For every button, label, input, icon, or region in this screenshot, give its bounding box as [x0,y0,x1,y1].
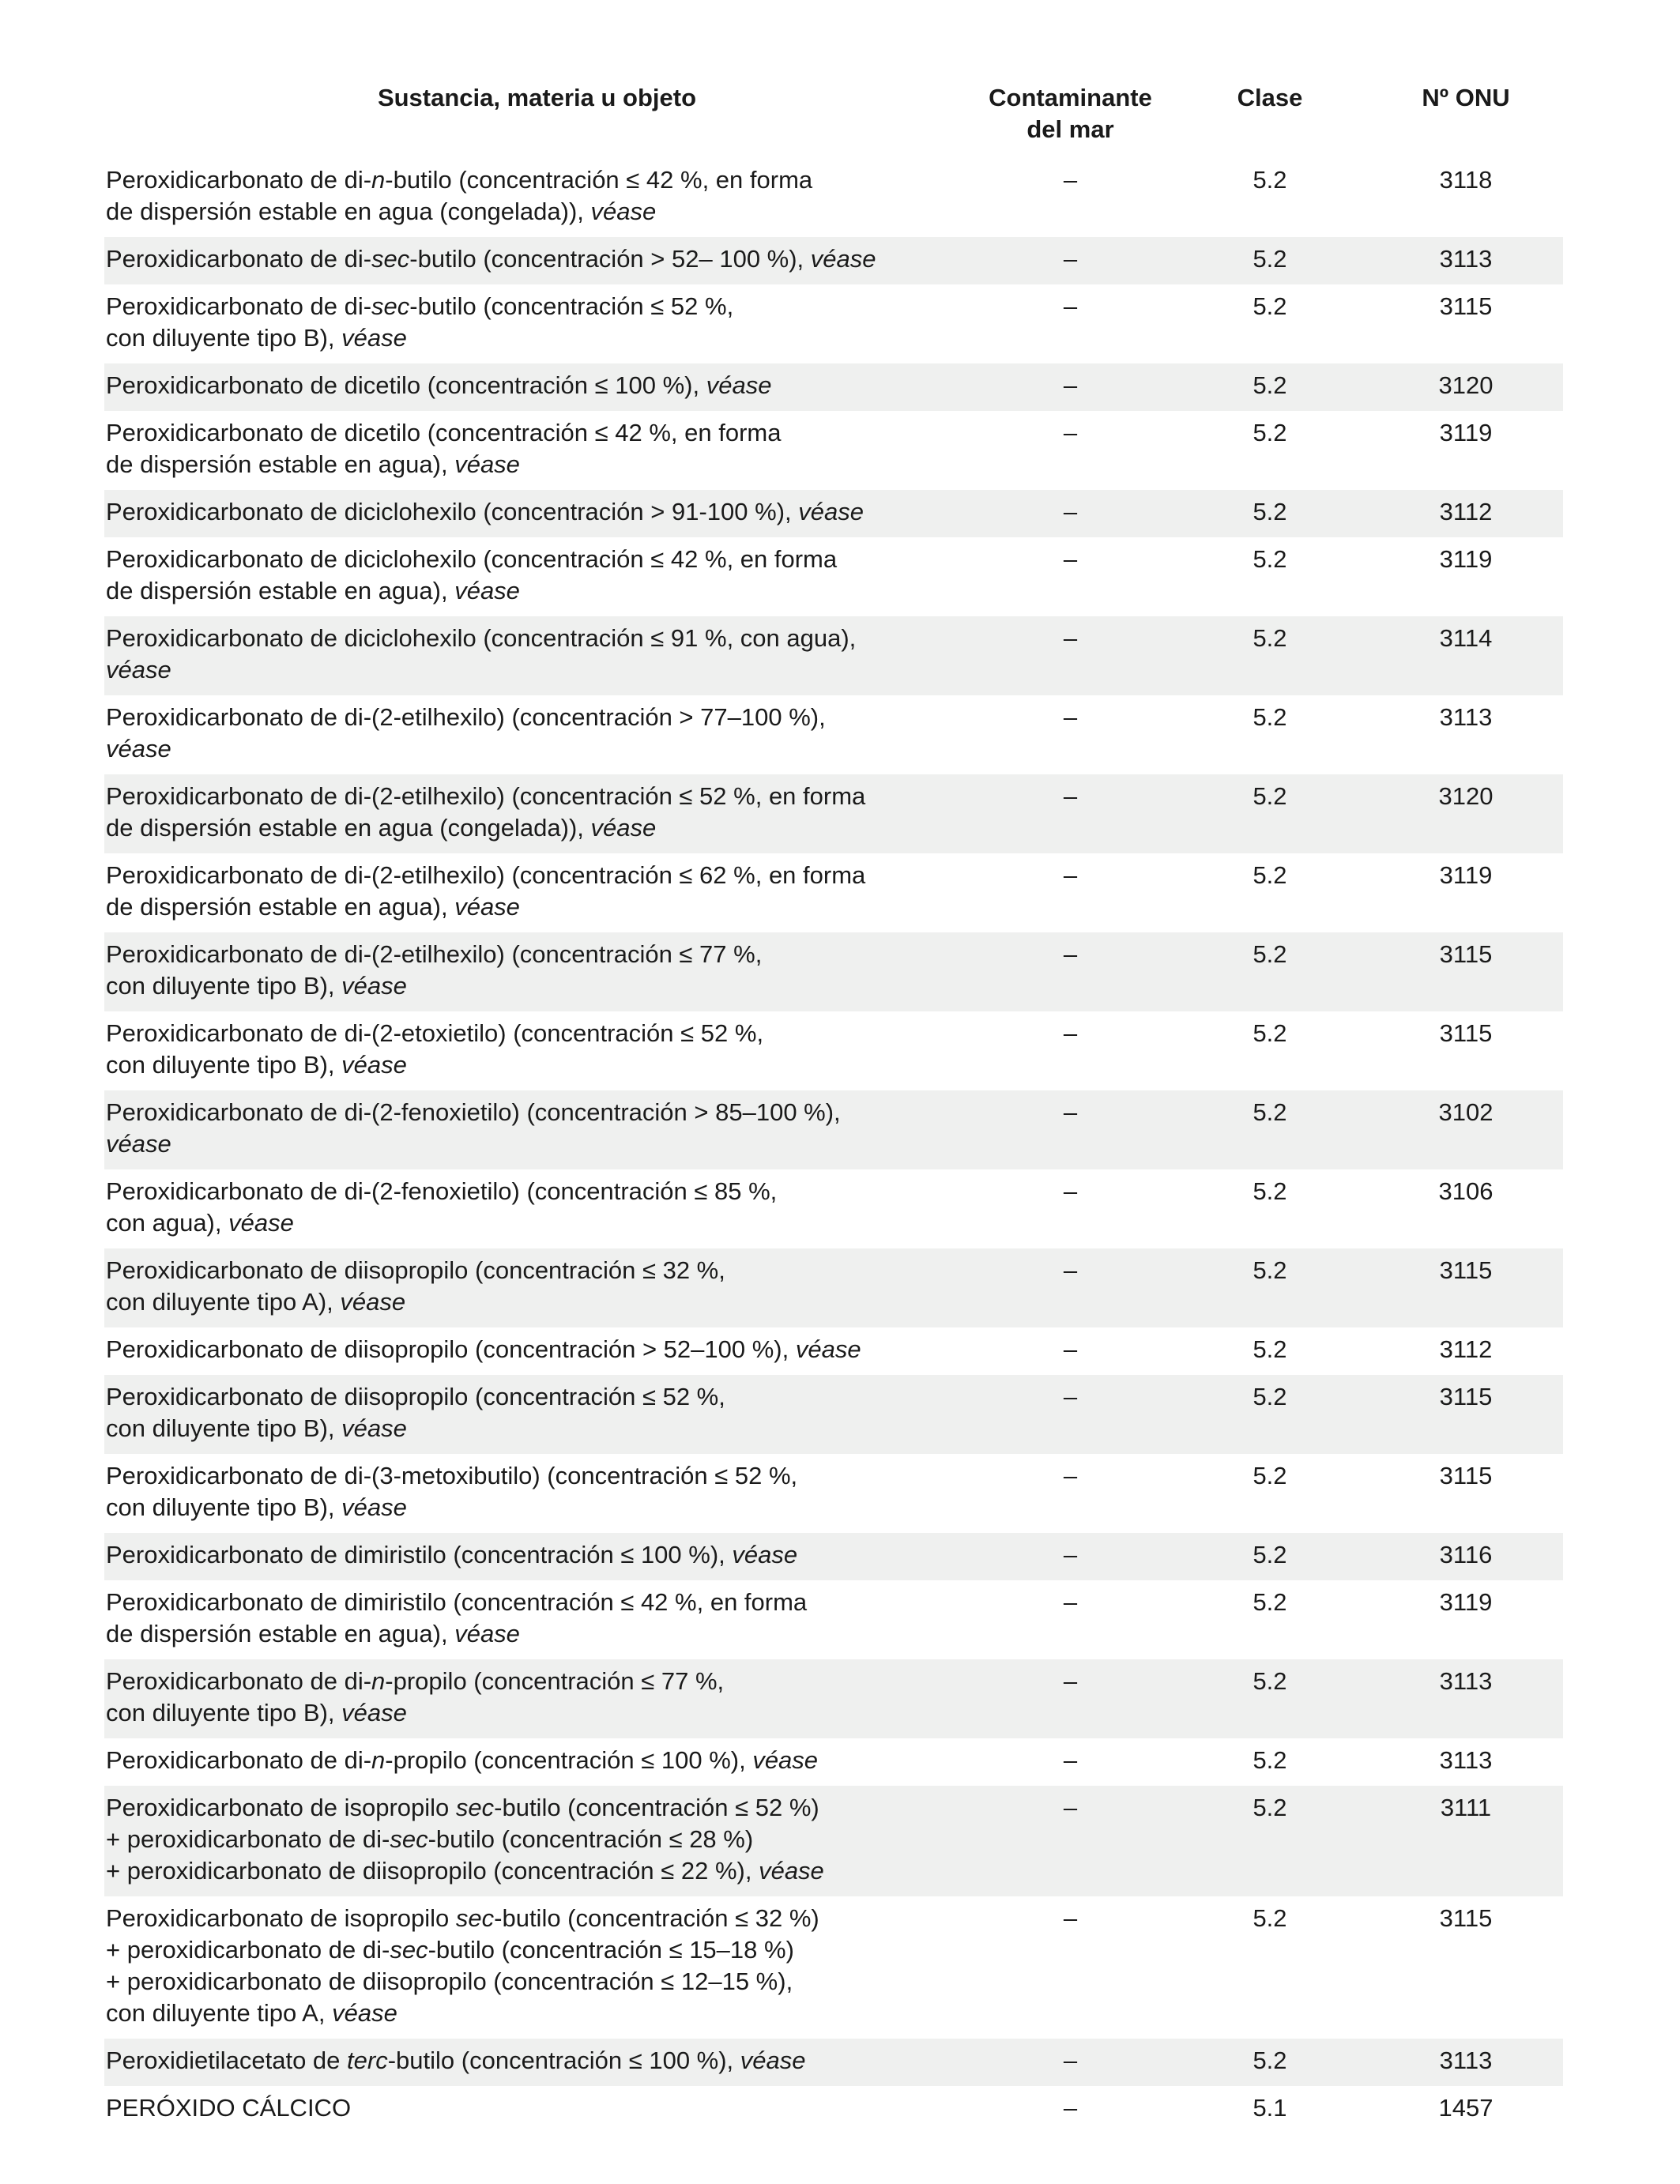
header-un-number: Nº ONU [1422,84,1510,111]
text-segment: Peroxidicarbonato de diciclohexilo (concentración > 91-100 %), [106,498,799,525]
substance-name-line [106,1049,963,1081]
table-row [104,1896,1563,2039]
un-number-cell: 3112 [1439,1335,1493,1363]
class-cell: 5.2 [1171,1659,1369,1738]
substance-name-line [106,891,963,923]
substance-name-line [106,1903,963,1934]
header-marine-pollutant [970,79,1171,158]
italic-text: véase [341,324,407,352]
italic-text: véase [454,1620,520,1647]
italic-text: véase [341,1414,407,1442]
table-row [104,1169,1563,1248]
class-cell: 5.2 [1171,1248,1369,1327]
substance-name-cell [104,537,970,616]
italic-text: sec [390,1936,428,1964]
italic-text: véase [590,814,657,842]
table-row [104,1738,1563,1786]
substance-name-cell [104,158,970,237]
table-row [104,853,1563,932]
un-number-cell: 3114 [1369,616,1563,695]
text-segment: -butilo (concentración ≤ 52 %) [494,1794,819,1821]
marine-pollutant-cell: – [970,1533,1171,1580]
substance-name-line [106,623,963,654]
un-number-cell: 1457 [1438,2094,1494,2122]
text-segment: Peroxidicarbonato de isopropilo [106,1904,456,1932]
substance-name-cell [104,1580,970,1659]
substance-table [104,79,1563,2133]
un-number-cell: 3111 [1369,1786,1563,1896]
table-row [104,1454,1563,1533]
marine-pollutant-cell: – [1063,703,1078,731]
marine-pollutant-cell: – [970,774,1171,853]
text-segment: de dispersión estable en agua), [106,893,455,921]
substance-name-cell [104,363,970,411]
header-class: Clase [1237,84,1303,111]
substance-name-line [106,1334,963,1365]
text-segment: -butilo (concentración ≤ 52 %, [409,292,734,320]
un-number-cell: 3115 [1439,1904,1493,1932]
marine-pollutant-cell: – [1063,1177,1078,1205]
text-segment: con diluyente tipo B), [106,1699,342,1726]
substance-name-line [106,939,963,970]
text-segment: Peroxidicarbonato de diciclohexilo (concentración ≤ 91 %, con agua), [106,624,857,652]
table-row [104,1375,1563,1454]
marine-pollutant-cell: – [970,363,1171,411]
substance-name-line [106,812,963,844]
italic-text: véase [454,577,520,604]
italic-text: véase [341,1493,407,1521]
substance-name-cell [104,932,970,1011]
un-number-cell: 3115 [1369,1375,1563,1454]
substance-name-line [106,575,963,607]
class-cell: 5.2 [1171,616,1369,695]
text-segment: Peroxidicarbonato de dicetilo (concentración ≤ 100 %), [106,371,706,399]
class-cell: 5.2 [1171,1786,1369,1896]
substance-name-line [106,1934,963,1966]
table-row [104,1011,1563,1090]
marine-pollutant-cell: – [970,932,1171,1011]
class-cell: 5.2 [1171,1090,1369,1169]
un-number-cell: 3120 [1369,363,1563,411]
class-cell: 5.2 [1252,861,1287,889]
marine-pollutant-cell: – [1063,545,1078,573]
table-row [104,490,1563,537]
class-cell: 5.2 [1252,1335,1287,1363]
text-segment: Peroxidietilacetato de [106,2047,348,2074]
substance-name-line [106,1176,963,1207]
marine-pollutant-cell: – [970,616,1171,695]
substance-name-line [106,322,963,354]
text-segment: Peroxidicarbonato de dimiristilo (concentración ≤ 100 %), [106,1541,733,1568]
marine-pollutant-cell: – [970,1375,1171,1454]
substance-name-cell [104,490,970,537]
text-segment: PERÓXIDO CÁLCICO [106,2094,352,2122]
un-number-cell: 3115 [1439,1019,1493,1047]
un-number-cell: 3113 [1439,703,1493,731]
text-segment: Peroxidicarbonato de di-(3-metoxibutilo) (concentración ≤ 52 %, [106,1462,798,1489]
marine-pollutant-cell: – [970,490,1171,537]
class-cell: 5.2 [1171,1375,1369,1454]
un-number-cell: 3116 [1369,1533,1563,1580]
marine-pollutant-cell: – [970,1659,1171,1738]
italic-text: véase [341,1699,407,1726]
un-number-cell: 3115 [1439,292,1493,320]
substance-name-cell [104,1533,970,1580]
substance-name-cell [104,1896,970,2039]
marine-pollutant-cell: – [970,1248,1171,1327]
substance-name-cell [104,2039,970,2086]
substance-name-cell [104,237,970,284]
text-segment: + peroxidicarbonato de diisopropilo (concentración ≤ 22 %), [106,1857,759,1885]
italic-text: sec [455,1794,495,1821]
substance-name-line [106,2045,963,2077]
text-segment: con diluyente tipo B), [106,1414,342,1442]
substance-name-cell [104,1169,970,1248]
marine-pollutant-cell: – [1063,1019,1078,1047]
class-cell: 5.2 [1252,292,1287,320]
substance-name-line [106,1128,963,1160]
text-segment: con diluyente tipo B), [106,1051,342,1079]
substance-name-line [106,544,963,575]
text-segment: -butilo (concentración ≤ 32 %) [494,1904,819,1932]
marine-pollutant-cell: – [970,237,1171,284]
class-cell: 5.2 [1171,490,1369,537]
substance-name-line [106,1745,963,1776]
text-segment: + peroxidicarbonato de di- [106,1825,390,1853]
substance-name-cell [104,284,970,363]
table-row [104,2039,1563,2086]
header-substance: Sustancia, materia u objeto [377,84,697,111]
text-segment: de dispersión estable en agua), [106,1620,455,1647]
text-segment: Peroxidicarbonato de di- [106,292,372,320]
substance-name-cell [104,2086,970,2133]
italic-text: n [371,1667,386,1695]
text-segment: de dispersión estable en agua), [106,450,455,478]
text-segment: con diluyente tipo B), [106,1493,342,1521]
text-segment: Peroxidicarbonato de di-(2-etilhexilo) (concentración > 77–100 %), [106,703,826,731]
substance-name-line [106,1381,963,1413]
italic-text: terc [347,2047,388,2074]
italic-text: véase [795,1335,861,1363]
substance-name-line [106,496,963,528]
text-segment: de dispersión estable en agua), [106,577,455,604]
italic-text: n [371,166,386,194]
un-number-cell: 3115 [1439,1462,1493,1489]
italic-text: véase [810,245,876,273]
text-segment: + peroxidicarbonato de diisopropilo (concentración ≤ 12–15 %), [106,1967,793,1995]
substance-name-cell [104,853,970,932]
substance-name-line [106,164,963,196]
substance-name-line [106,196,963,228]
table-row [104,158,1563,237]
class-cell: 5.2 [1252,1462,1287,1489]
substance-name-line [106,417,963,449]
marine-pollutant-cell: – [1063,1746,1078,1774]
un-number-cell: 3106 [1438,1177,1494,1205]
substance-name-line [106,1018,963,1049]
substance-name-line [106,370,963,401]
marine-pollutant-cell: – [970,2039,1171,2086]
substance-name-cell [104,695,970,774]
italic-text: véase [228,1209,294,1237]
italic-text: véase [798,498,864,525]
substance-name-cell [104,411,970,490]
italic-text: véase [706,371,772,399]
italic-text: véase [759,1857,824,1885]
substance-name-line [106,1539,963,1571]
italic-text: n [371,1746,386,1774]
marine-pollutant-cell: – [1063,2094,1078,2122]
text-segment: Peroxidicarbonato de diisopropilo (concentración ≤ 52 %, [106,1383,725,1410]
substance-name-line [106,1824,963,1855]
substance-name-cell [104,1659,970,1738]
marine-pollutant-cell: – [1063,292,1078,320]
un-number-cell: 3115 [1369,1248,1563,1327]
text-segment: -butilo (concentración ≤ 100 %), [387,2047,740,2074]
italic-text: véase [340,1288,406,1316]
table-row [104,411,1563,490]
class-cell: 5.2 [1252,166,1287,194]
italic-text: véase [341,1051,407,1079]
table-row [104,1327,1563,1375]
substance-name-line [106,1666,963,1697]
header-marine-line1: Contaminante [989,84,1152,111]
un-number-cell: 3102 [1369,1090,1563,1169]
italic-text: véase [752,1746,819,1774]
un-number-cell: 3113 [1439,1746,1493,1774]
text-segment: de dispersión estable en agua (congelada)), [106,198,591,225]
class-cell: 5.2 [1252,1904,1287,1932]
italic-text: véase [332,1999,397,2027]
text-segment: -butilo (concentración ≤ 15–18 %) [428,1936,794,1964]
page [104,79,1563,2133]
class-cell: 5.2 [1252,419,1287,446]
text-segment: Peroxidicarbonato de di-(2-fenoxietilo) (concentración ≤ 85 %, [106,1177,778,1205]
substance-name-line [106,702,963,733]
italic-text: sec [371,245,410,273]
substance-name-cell [104,774,970,853]
un-number-cell: 3119 [1439,545,1493,573]
italic-text: véase [106,656,171,683]
table-row [104,284,1563,363]
text-segment: Peroxidicarbonato de di- [106,1667,372,1695]
text-segment: Peroxidicarbonato de di- [106,1746,372,1774]
table-row [104,237,1563,284]
substance-name-line [106,1207,963,1239]
class-cell: 5.2 [1252,703,1287,731]
text-segment: con agua), [106,1209,229,1237]
substance-name-line [106,291,963,322]
table-row [104,932,1563,1011]
substance-name-line [106,1460,963,1492]
text-segment: con diluyente tipo A, [106,1999,333,2027]
table-row [104,363,1563,411]
text-segment: -propilo (concentración ≤ 77 %, [385,1667,725,1695]
un-number-cell: 3119 [1439,1588,1493,1616]
text-segment: Peroxidicarbonato de dicetilo (concentración ≤ 42 %, en forma [106,419,782,446]
substance-name-line [106,1286,963,1318]
un-number-cell: 3113 [1369,2039,1563,2086]
substance-name-line [106,654,963,686]
substance-name-line [106,781,963,812]
substance-name-line [106,1966,963,1998]
class-cell: 5.1 [1252,2094,1287,2122]
class-cell: 5.2 [1252,1746,1287,1774]
table-row [104,1533,1563,1580]
table-header-row [104,79,1563,158]
marine-pollutant-cell: – [1063,861,1078,889]
substance-name-cell [104,1454,970,1533]
italic-text: véase [454,893,520,921]
un-number-cell: 3119 [1439,419,1493,446]
substance-name-line [106,1413,963,1444]
class-cell: 5.2 [1252,545,1287,573]
substance-name-line [106,243,963,275]
marine-pollutant-cell: – [970,1090,1171,1169]
text-segment: de dispersión estable en agua (congelada)), [106,814,591,842]
header-marine-line2: del mar [1026,115,1114,143]
text-segment: Peroxidicarbonato de isopropilo [106,1794,456,1821]
substance-name-line [106,449,963,480]
marine-pollutant-cell: – [1063,1335,1078,1363]
substance-name-line [106,1855,963,1887]
un-number-cell: 3118 [1439,166,1493,194]
substance-name-cell [104,1327,970,1375]
substance-name-cell [104,616,970,695]
class-cell: 5.2 [1171,932,1369,1011]
marine-pollutant-cell: – [1063,1904,1078,1932]
marine-pollutant-cell: – [1063,419,1078,446]
text-segment: Peroxidicarbonato de di-(2-etilhexilo) (concentración ≤ 62 %, en forma [106,861,866,889]
substance-name-line [106,1697,963,1729]
italic-text: véase [590,198,657,225]
class-cell: 5.2 [1252,1019,1287,1047]
text-segment: Peroxidicarbonato de dimiristilo (concentración ≤ 42 %, en forma [106,1588,808,1616]
substance-name-cell [104,1248,970,1327]
text-segment: Peroxidicarbonato de di-(2-etilhexilo) (concentración ≤ 52 %, en forma [106,782,866,810]
text-segment: con diluyente tipo A), [106,1288,341,1316]
class-cell: 5.2 [1171,1533,1369,1580]
table-row [104,2086,1563,2133]
text-segment: Peroxidicarbonato de diisopropilo (concentración ≤ 32 %, [106,1256,725,1284]
italic-text: véase [740,2047,806,2074]
table-row [104,1248,1563,1327]
table-row [104,537,1563,616]
marine-pollutant-cell: – [970,1786,1171,1896]
table-row [104,1659,1563,1738]
class-cell: 5.2 [1171,237,1369,284]
substance-name-cell [104,1738,970,1786]
substance-name-line [106,733,963,765]
text-segment: Peroxidicarbonato de di- [106,166,372,194]
substance-name-cell [104,1786,970,1896]
substance-name-line [106,970,963,1002]
text-segment: Peroxidicarbonato de di-(2-etilhexilo) (concentración ≤ 77 %, [106,940,763,968]
text-segment: con diluyente tipo B), [106,972,342,1000]
un-number-cell: 3115 [1369,932,1563,1011]
italic-text: sec [455,1904,495,1932]
substance-name-line [106,1097,963,1128]
text-segment: + peroxidicarbonato de di- [106,1936,390,1964]
italic-text: sec [371,292,410,320]
text-segment: -propilo (concentración ≤ 100 %), [385,1746,753,1774]
un-number-cell: 3112 [1369,490,1563,537]
marine-pollutant-cell: – [1063,1462,1078,1489]
un-number-cell: 3113 [1369,1659,1563,1738]
marine-pollutant-cell: – [1063,166,1078,194]
italic-text: véase [106,1130,171,1158]
un-number-cell: 3120 [1369,774,1563,853]
class-cell: 5.2 [1171,774,1369,853]
text-segment: Peroxidicarbonato de di-(2-etoxietilo) (concentración ≤ 52 %, [106,1019,764,1047]
substance-name-cell [104,1375,970,1454]
text-segment: -butilo (concentración ≤ 42 %, en forma [385,166,813,194]
table-row [104,616,1563,695]
substance-name-line [106,1998,963,2029]
class-cell: 5.2 [1171,363,1369,411]
text-segment: Peroxidicarbonato de diciclohexilo (concentración ≤ 42 %, en forma [106,545,838,573]
table-row [104,1090,1563,1169]
substance-name-line [106,1587,963,1618]
class-cell: 5.2 [1252,1588,1287,1616]
text-segment: -butilo (concentración ≤ 28 %) [428,1825,754,1853]
italic-text: sec [390,1825,428,1853]
table-row [104,695,1563,774]
text-segment: Peroxidicarbonato de di-(2-fenoxietilo) (concentración > 85–100 %), [106,1098,841,1126]
italic-text: véase [732,1541,798,1568]
substance-name-line [106,860,963,891]
substance-name-line [106,1492,963,1523]
table-row [104,1580,1563,1659]
un-number-cell: 3119 [1439,861,1493,889]
italic-text: véase [106,735,171,763]
table-body [104,158,1563,2133]
text-segment: con diluyente tipo B), [106,324,342,352]
text-segment: -butilo (concentración > 52– 100 %), [409,245,811,273]
un-number-cell: 3113 [1369,237,1563,284]
class-cell: 5.2 [1252,1177,1287,1205]
italic-text: véase [454,450,520,478]
substance-name-cell [104,1090,970,1169]
marine-pollutant-cell: – [1063,1588,1078,1616]
substance-name-cell [104,1011,970,1090]
class-cell: 5.2 [1171,2039,1369,2086]
substance-name-line [106,1792,963,1824]
substance-name-line [106,2092,963,2124]
substance-name-line [106,1618,963,1650]
text-segment: Peroxidicarbonato de diisopropilo (concentración > 52–100 %), [106,1335,796,1363]
table-row [104,1786,1563,1896]
italic-text: véase [341,972,407,1000]
table-row [104,774,1563,853]
substance-name-line [106,1255,963,1286]
text-segment: Peroxidicarbonato de di- [106,245,372,273]
